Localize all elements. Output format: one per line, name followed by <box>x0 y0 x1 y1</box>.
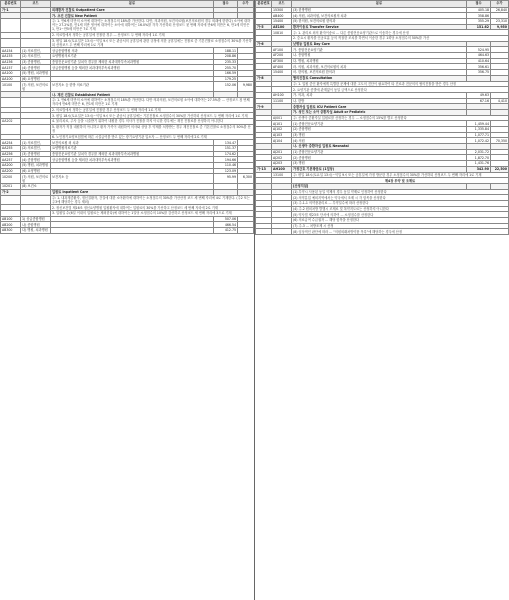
cell-points: 166.59 <box>214 71 238 77</box>
table-row <box>256 229 509 235</box>
cell-category: 요양병원의료기관 <box>51 54 214 60</box>
cell-note: 주: 평일 18시(토요일 13시)~익일 9시 또는 공휴일에 가정 방문한 경우 소정점수의 30%를 가산하되 산정코드 두 번째 자리에 1로 기재 <box>292 172 509 178</box>
cell-points: 1,459.44 <box>467 121 491 127</box>
cell-code: AJ104 <box>272 138 292 144</box>
cell-code: AH100 <box>272 92 292 98</box>
table-row <box>1 97 254 107</box>
cell-category: 보건의료원 외 치과 <box>51 140 214 146</box>
cell-fee: 23,310 <box>491 18 509 24</box>
cell-category: 가. 의과, 치과 <box>292 92 467 98</box>
table-row <box>1 228 254 234</box>
table-row <box>1 38 254 48</box>
cell-note: 주: 1. 내과계중환자, 정신질환자, 간질에 대한 소아환자에 대하여는 소정점수의 30%를 가산산정 코드 세 번째 자리에 4로 기재한다. (주2 또는 주3에 해당하는 경우 제외) <box>51 195 254 205</box>
cell-category: 가. 초진 진찰료 New Patient <box>51 13 214 19</box>
cell-classification-no: AA257 <box>1 157 21 163</box>
section-heading: 제4장 투약 및 조제료 <box>292 178 509 184</box>
cell-category: 종합전문요양기관 설치자 경우를 제외한 치과대학부속치과병원 <box>51 59 214 65</box>
cell-classification-no: 가-5 <box>256 24 272 30</box>
cell-code: (1) 의료법인, <box>21 48 51 54</box>
cell-category: 외래환자 진찰료 Outpatient Care <box>51 7 214 13</box>
cell-code <box>272 229 292 235</box>
cell-fee: 26,840 <box>491 7 509 13</box>
cell-category: (2) 종합병원 <box>292 127 467 133</box>
cell-code: 15400 <box>272 70 292 76</box>
cell-note: 2. 요양기관 종별에 관계없이 동일 금액으로 산정한다 <box>292 87 509 93</box>
cell-note: 3. 입원일 수(6일 이내의 입원료는 제외한다)에 대하여는 1일당 소정점수의 10%를 감산하고 산정코드 세 번째 자리에 3으로 기재 <box>51 210 254 216</box>
cell-code: AJ202 <box>272 155 292 161</box>
cell-points: 412.75 <box>214 228 238 234</box>
cell-classification-no: AA256 <box>1 151 21 157</box>
cell-classification-no: AA156 <box>1 59 21 65</box>
table-row <box>1 18 254 32</box>
cell-points: 410.64 <box>467 58 491 64</box>
cell-classification-no: 10200 <box>1 174 21 184</box>
cell-fee: 4,410 <box>491 98 509 104</box>
header-code: 코드 <box>21 1 51 8</box>
table-row <box>1 174 254 184</box>
cell-code: AJ201 <box>272 149 292 155</box>
cell-code: AJ102 <box>272 127 292 133</box>
cell-classification-no: AB100 <box>1 216 21 222</box>
cell-classification-no <box>1 38 21 48</box>
cell-points: 134.47 <box>214 140 238 146</box>
cell-code: 15400 <box>272 18 292 24</box>
cell-category: 중환자실 입원료 ICU Patient Care <box>292 104 467 110</box>
cell-classification-no: 10201 <box>1 184 21 190</box>
cell-code: AF300 <box>272 58 292 64</box>
cell-classification-no: 가-1 <box>1 7 21 13</box>
cell-fee: 70,350 <box>491 138 509 144</box>
header-fee: 수가 <box>238 1 254 8</box>
cell-code: 10810 <box>272 30 292 36</box>
cell-classification-no: AA154 <box>1 48 21 54</box>
header-points: 점수 <box>214 1 238 8</box>
cell-classification-no: AA200 <box>1 162 21 168</box>
cell-classification-no: 가-2 <box>1 189 21 195</box>
cell-note: (5) 약사법 제23조 단서에 의하여 ... 소정점수를 산정한다 <box>292 212 509 218</box>
cell-code: (7) 의원, 보건의료원 <box>21 82 51 92</box>
cell-code: AE100 <box>272 24 292 30</box>
cell-code: 다) 병원, 치과병원 <box>21 228 51 234</box>
cell-code: AB400 <box>272 13 292 19</box>
cell-code: (3) 종합병원 <box>21 151 51 157</box>
cell-category: 가정간호 기본방문료 (1일당) <box>292 166 467 172</box>
cell-code: (2) 의료법인, <box>21 145 51 151</box>
cell-category: [산정지침] <box>292 183 467 189</box>
cell-code: (6) 요양병원 <box>21 168 51 174</box>
cell-note: 주: 1. 입원 중인 환자에게 특별한 문제에 대한 고도의 진단이 필요하여 타 진료과 전문의의 협의진찰을 받은 경우 산정 <box>292 81 509 87</box>
cell-points: 1,077.71 <box>467 132 491 138</box>
cell-classification-no: AB300 <box>1 228 21 234</box>
cell-points: 356.61 <box>467 64 491 70</box>
cell-category: 입원료 Inpatient Care <box>51 189 214 195</box>
table-row <box>1 124 254 134</box>
cell-category: 나. 종합병원 <box>292 53 467 59</box>
cell-code: 15300 <box>272 7 292 13</box>
cell-note: (2) 의약분업 예외지역에서는 약국에서 조제 시 각 항목을 산정한다 <box>292 195 509 201</box>
cell-code: (4) 종합병원 <box>21 65 51 71</box>
cell-code: (4) 종합병원 <box>21 157 51 163</box>
cell-note: (4) 주-2 원외처방 발행시 조제료 및 복약지도료는 산정하지 아니한다 <box>292 206 509 212</box>
cell-classification-no: 가-9 <box>256 104 272 110</box>
cell-category: 종합전문요양기관 설치자 경우를 제외한 치과대학부속치과병원 <box>51 151 214 157</box>
cell-code: 13100 <box>272 172 292 178</box>
cell-fee: 9,980 <box>238 82 254 92</box>
cell-points: 356.75 <box>467 70 491 76</box>
table-header <box>1 1 254 8</box>
cell-category: 환자이송료 Transfer Service <box>292 24 467 30</box>
cell-classification-no <box>1 18 21 32</box>
cell-code <box>21 18 51 32</box>
cell-category: 나. 신생아 중환자실 입원료 Neonatal <box>292 144 467 150</box>
cell-category: (5) 한의원, 보건의료원 한의과 <box>292 18 467 24</box>
header-category: 분류 <box>292 1 467 8</box>
cell-classification-no: AA155 <box>1 54 21 60</box>
cell-category: 낮병동 입원료 Day Care <box>292 41 467 47</box>
cell-classification-no: 가-13 <box>256 166 272 172</box>
cell-classification-no: AA255 <box>1 145 21 151</box>
cell-classification-no: AB200 <box>1 222 21 228</box>
cell-note: 주: 1. 만6세 미만의 소아에 대하여는 소정점수의 18%를 가산한다. 다만, 의과의원, 보건의료원(보건의료원의 경우 외래에 한한다) 소아에 대하여는 27.2%를, 만1세 미만 영아에 대하여는 소아에 대하여는 16.0%를 각각 가산하되 산정코드 첫 번째 자리에 만6세 미만은 6, 만1세 미만은 1, 만1~만5세 미만은 7로 기재 <box>51 18 254 32</box>
cell-points: 405.18 <box>467 7 491 13</box>
cell-points: 49.63 <box>467 92 491 98</box>
cell-classification-no <box>1 97 21 107</box>
cell-points: 1,872.70 <box>467 155 491 161</box>
cell-code: (7) 의원, 보건의료원 <box>21 174 51 184</box>
cell-classification-no: AA100 <box>1 76 21 82</box>
cell-code <box>21 38 51 48</box>
cell-code <box>21 97 51 107</box>
cell-category: 다. 병원, 치과병원 <box>292 58 467 64</box>
cell-category: 라. 의원, 치과의원, 보건의료원의 치과 <box>292 64 467 70</box>
header-code: 코드 <box>272 1 292 8</box>
cell-note: 4. 물리치료, 주사 등을 시술받기 위하여 내원한 경우 의사가 진찰을 하지 아니한 경우에는 재진 진찰료를 산정하지 아니한다 <box>51 119 254 125</box>
cell-classification-no <box>1 195 21 205</box>
cell-code: AF100 <box>272 47 292 53</box>
cell-category: (3) 병원 <box>292 132 467 138</box>
table-row <box>256 172 509 178</box>
cell-category: 나. 한방 <box>292 98 467 104</box>
cell-code: (6) 요양병원 <box>21 76 51 82</box>
cell-code: AJ103 <box>272 132 292 138</box>
cell-category: (1) 종합전문요양기관 <box>292 149 467 155</box>
cell-code: (8) 보건소 <box>21 184 51 190</box>
cell-category: 상급종합병원 등을 제외한 치과대학부속치과병원 <box>51 65 214 71</box>
cell-note: 2. 의료법에서 정하는 공휴일에 진찰한 경우 산정코드 두 번째 자리에 1로 기재 <box>51 107 254 113</box>
cell-points: 1,335.84 <box>467 127 491 133</box>
cell-category: 요양병원의료기관 <box>51 145 214 151</box>
cell-code: (5) 병원, 치과병원 <box>21 71 51 77</box>
cell-fee: 9,950 <box>491 24 509 30</box>
cell-code: (2) 의료법인, <box>21 54 51 60</box>
right-column <box>255 0 509 600</box>
right-table-body <box>256 7 509 235</box>
cell-code: (3) 종합병원, <box>21 59 51 65</box>
cell-category: 보건지소 등 <box>51 174 214 184</box>
cell-points: 95.99 <box>214 174 238 184</box>
cell-points: 188.11 <box>214 48 238 54</box>
cell-points: 208.86 <box>214 54 238 60</box>
cell-note: (7) 주-3 ... 처방조제 시 산정 <box>292 223 509 229</box>
cell-points: 342.90 <box>467 166 491 172</box>
cell-note: (6) 의료급여 수급권자 ... 해당 항목을 산정한다 <box>292 218 509 224</box>
cell-category: 상급종합병원 등을 제외한 치과대학부속치과병원 <box>51 157 214 163</box>
cell-category: (3) 한방병원 <box>292 7 467 13</box>
cell-points: 466.54 <box>214 222 238 228</box>
cell-code: (1) 의료법인, <box>21 140 51 146</box>
cell-category: (1) 종합전문요양기관 <box>292 121 467 127</box>
cell-code: 1) 상급종합병원 <box>21 216 51 222</box>
cell-category: (3) 병원 <box>292 161 467 167</box>
cell-points: 235.33 <box>214 59 238 65</box>
cell-note: 3. 평일 18시(토요일은 13시)~익일 9시 또는 관공서 공휴일에는 기본진찰료 소정점수의 30%를 가산하되 산정코드 두 번째 자리에 1로 기재 <box>51 113 254 119</box>
cell-code: 11100 <box>272 98 292 104</box>
cell-classification-no: AA100 <box>1 71 21 77</box>
cell-code: AJ203 <box>272 161 292 167</box>
cell-points: 123.09 <box>214 168 238 174</box>
header-points: 점수 <box>467 1 491 8</box>
cell-category: 보건지소 등 한방 의료기관 <box>51 82 214 92</box>
cell-fee <box>238 228 254 234</box>
cell-category: 협의진찰료 Consultation <box>292 75 467 81</box>
cell-note: 주: 1. 관리료 외의 환자이송료 ... 다른 종합전문요양기관으로 이송하는 경우에 산정 <box>292 30 509 36</box>
table-header <box>256 1 509 8</box>
cell-category: 가. 종합전문요양기관 <box>292 47 467 53</box>
cell-code: AJ001 <box>272 115 292 121</box>
cell-note: (3) 주-1-1 의약품관리료 ... 투약일수에 따라 산정한다 <box>292 200 509 206</box>
cell-note: 2. 정신보건법 제16조 정신요양병원 입원환자에 대하여는 입원료의 30%를 가산하고 산정코드 세 번째 자리에 2로 기재 <box>51 205 254 211</box>
cell-classification-no <box>1 124 21 134</box>
cell-note: 주: 1. 만6세 미만의 소아에 대하여는 소정점수의 18%를 가산한다. 다만 의과의원, 보건의료원 소아에 대하여는 27.5%를 ... 산정코드 첫 번째 자리에 만6세 미만은 6, 만1세 미만은 1로 기재 <box>51 97 254 107</box>
cell-points: 358.86 <box>467 13 491 19</box>
cell-classification-no: 가-6 <box>256 41 272 47</box>
cell-points: 110.46 <box>214 162 238 168</box>
header-classification-no: 분류번호 <box>1 1 21 8</box>
cell-code: AJ101 <box>272 121 292 127</box>
cell-points: 355.29 <box>467 18 491 24</box>
cell-points: 67.16 <box>467 98 491 104</box>
cell-code: 나) 종합병원 <box>21 222 51 228</box>
cell-classification-no: 가-8 <box>256 75 272 81</box>
cell-points: 152.06 <box>214 82 238 92</box>
cell-points: 179.25 <box>214 76 238 82</box>
cell-note: 6. 노인장기요양보험법에 따른 시설급여를 받고 있는 장기요양기관 입소자 ... 산정코드 두 번째 자리에 2로 기재 <box>51 134 254 140</box>
cell-points: 151.37 <box>214 145 238 151</box>
cell-category: (4) 의원 <box>292 138 467 144</box>
cell-note: (1) 투약시 사용된 동일 약제의 경우 동일 약제로 인정하여 산정한다 <box>292 189 509 195</box>
cell-code <box>21 124 51 134</box>
cell-points: 174.62 <box>214 151 238 157</box>
cell-points: 2,031.72 <box>467 149 491 155</box>
left-table-body <box>1 7 254 233</box>
fee-table-right <box>255 0 509 235</box>
cell-note: 주: 신생아 중환자실 입원료를 산정하는 경우 ... 소정점수의 15%를 별도 산정한다 <box>292 115 509 121</box>
cell-points: 194.66 <box>214 157 238 163</box>
cell-classification-no: 10100 <box>1 82 21 92</box>
cell-points: 151.62 <box>467 24 491 30</box>
cell-category: 마. 한의원, 보건의료원 한의과 <box>292 70 467 76</box>
cell-points: 1,072.42 <box>467 138 491 144</box>
cell-note: 5. 환자가 직접 내원하지 아니하고 환자 가족이 내원하여 의사와 상담 후 약제를 처방받는 경우 재진진찰료 중 기본진찰료 소정점수의 50%를 산정 <box>51 124 254 134</box>
cell-note: 2. 의료법에서 정하는 공휴일에 진찰한 경우 ... 산정코드 두 번째 자리에 1로 기재 <box>51 32 254 38</box>
cell-points: 1,431.76 <box>467 161 491 167</box>
cell-classification-no: AA254 <box>1 140 21 146</box>
cell-category: (2) 종합병원 <box>292 155 467 161</box>
cell-note: 3. 평일 18시(토요일은 13시)~익일 9시 또는 관공서의 공휴일에 관한 규정에 의한 공휴일에는 진찰료 중 기본진찰료 소정점수의 30%를 가산하되 산정코드 두 번째 자리에 1로 기재 <box>52 38 252 47</box>
cell-classification-no: AA200 <box>1 168 21 174</box>
left-column <box>0 0 254 600</box>
cell-code: AF200 <box>272 53 292 59</box>
cell-classification-no: AA157 <box>1 65 21 71</box>
cell-category: 나. 재진 진찰료 Established Patient <box>51 92 214 98</box>
header-category: 분류 <box>51 1 214 8</box>
cell-classification-no <box>256 229 272 235</box>
cell-points: 524.95 <box>467 47 491 53</box>
cell-category <box>51 228 214 234</box>
cell-points: 507.06 <box>214 216 238 222</box>
cell-points: 464.63 <box>467 53 491 59</box>
table-row <box>1 195 254 205</box>
fee-table-left <box>0 0 254 234</box>
cell-code: AH100 <box>272 166 292 172</box>
table-row <box>1 82 254 92</box>
cell-note: (8) 임상적인 판단에 따라 ... "의원외래처방약품 목록"에 해당하는 경우에 산정 <box>292 229 509 235</box>
cell-category: (4) 의원, 치과의원, 보건의료원의 치과 <box>292 13 467 19</box>
cell-code: (5) 병원, 치과병원 <box>21 162 51 168</box>
cell-fee: 6,300 <box>238 174 254 184</box>
cell-code <box>21 195 51 205</box>
cell-code: AF400 <box>272 64 292 70</box>
cell-classification-no: AA202 <box>1 119 21 125</box>
cell-category: 가. 성인 또는 소아 중환자실 Adult or Pediatric <box>292 109 467 115</box>
header-classification-no: 분류번호 <box>257 1 270 6</box>
cell-category: 상급종합병원 의과 <box>51 48 214 54</box>
cell-fee: 22,500 <box>491 166 509 172</box>
header-fee: 수가 <box>491 1 509 8</box>
cell-points: 255.70 <box>214 65 238 71</box>
cell-note: 2. 중요시 환자를 인공호흡 등의 적절한 조치를 하면서 이송한 경우 1회당 소정점수의 50%를 가산 <box>292 36 509 42</box>
